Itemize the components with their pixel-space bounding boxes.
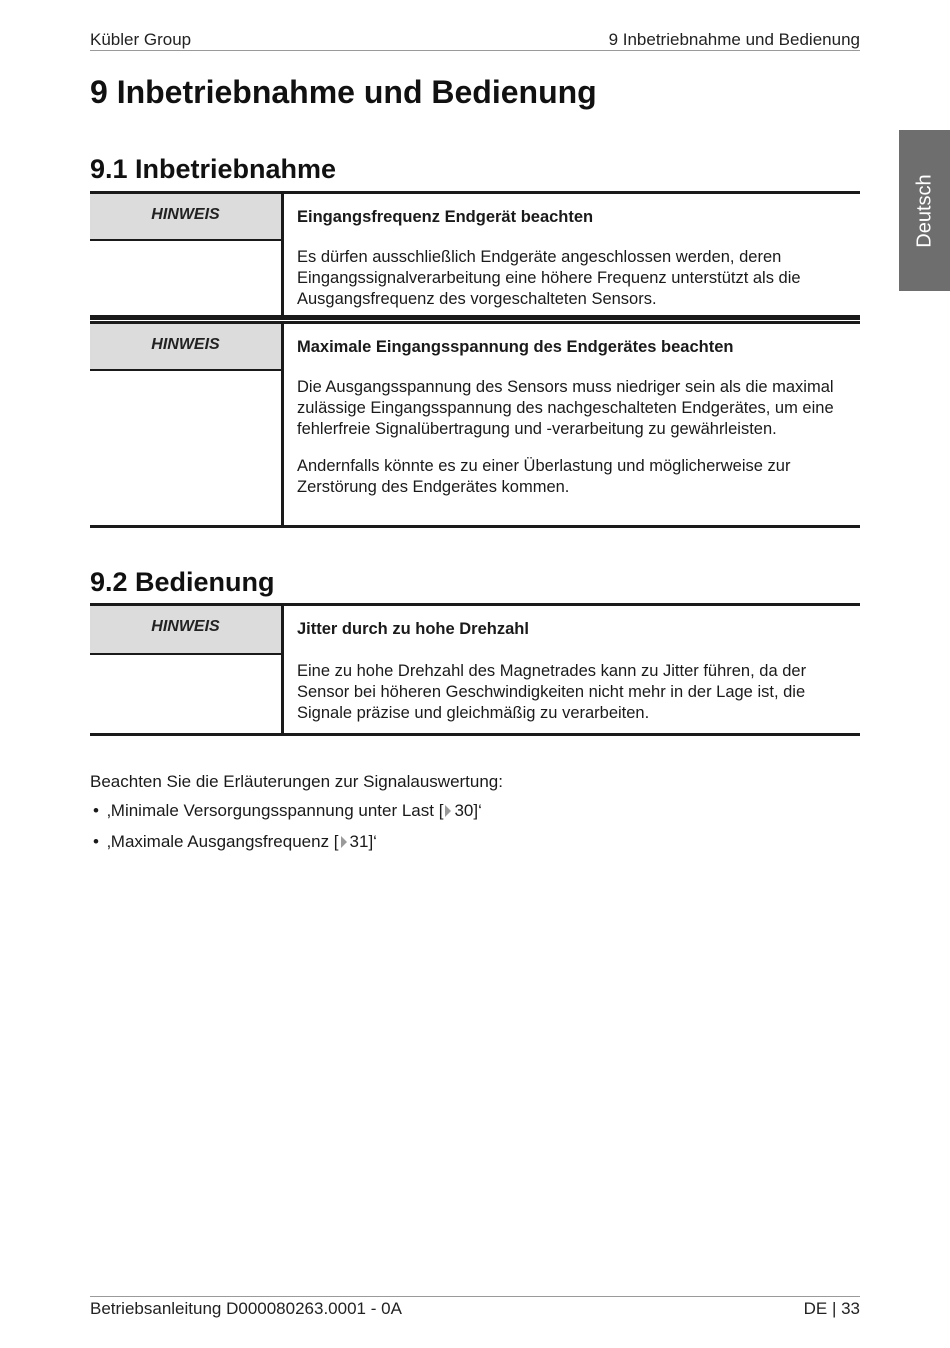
notice-label-cell: [90, 194, 281, 241]
link-text-end: ]‘: [368, 832, 377, 851]
list-item[interactable]: [90, 801, 860, 832]
notice-box: [90, 321, 860, 528]
notice-content: [297, 619, 852, 740]
language-tab: [899, 130, 950, 291]
notice-paragraph: Eine zu hohe Drehzahl des Magnetrades kann zu Jitter führen, da der Sensor bei höheren Geschwindigkeiten nicht mehr in der Lage ist, die Signale präzise und gleichmäßig zu verarbeiten.: [297, 662, 807, 722]
section-title-inbetriebnahme: 9.1 Inbetriebnahme: [90, 154, 337, 184]
notice-label: HINWEIS: [151, 336, 220, 353]
notice-box: [90, 603, 860, 736]
footer-page-number: DE | 33: [803, 1299, 860, 1318]
notice-paragraph: Die Ausgangsspannung des Sensors muss niedriger sein als die maximal zulässige Eingangsspannung des nachgeschalteten Endgerätes, um eine fehlerfreie Signalübertragung und -verarbeitung zu gewährleisten.: [297, 378, 834, 438]
page-reference-number[interactable]: 30: [454, 801, 474, 820]
link-text: ‚Maximale Ausgangsfrequenz [: [107, 832, 339, 851]
page-reference-arrow-icon: [341, 836, 347, 848]
notice-label: HINWEIS: [151, 618, 220, 635]
cross-reference-list: [90, 801, 860, 863]
bullet: •: [93, 801, 99, 820]
footer-document-id: Betriebsanleitung D000080263.0001 - 0A: [90, 1299, 402, 1318]
notice-label-cell: [90, 324, 281, 371]
notice-label-cell: [90, 606, 281, 655]
notice-title: Maximale Eingangsspannung des Endgerätes beachten: [297, 338, 734, 356]
notice-divider: [281, 606, 284, 733]
bullet: •: [93, 832, 99, 851]
header-chapter: 9 Inbetriebnahme und Bedienung: [608, 30, 860, 49]
notice-divider: [281, 324, 284, 525]
link-text: ‚Minimale Versorgungsspannung unter Last [: [107, 801, 444, 820]
signal-evaluation-intro: Beachten Sie die Erläuterungen zur Signalauswertung:: [90, 772, 503, 791]
chapter-title: 9 Inbetriebnahme und Bedienung: [90, 74, 597, 110]
notice-label: HINWEIS: [151, 206, 220, 223]
notice-divider: [281, 194, 284, 315]
notice-paragraph: Andernfalls könnte es zu einer Überlastung und möglicherweise zur Zerstörung des Endgerätes kommen.: [297, 457, 791, 496]
header-company: Kübler Group: [90, 30, 192, 49]
list-item[interactable]: [90, 832, 860, 863]
notice-box: [90, 191, 860, 318]
section-title-bedienung: 9.2 Bedienung: [90, 567, 275, 597]
page-footer: [90, 1296, 860, 1321]
page-header: [90, 30, 860, 51]
notice-title: Jitter durch zu hohe Drehzahl: [297, 620, 529, 638]
link-text-end: ]‘: [473, 801, 482, 820]
language-tab-label: Deutsch: [913, 173, 935, 248]
page-reference-number[interactable]: 31: [349, 832, 369, 851]
notice-title: Eingangsfrequenz Endgerät beachten: [297, 208, 594, 226]
notice-content: [297, 207, 852, 326]
page-reference-arrow-icon: [445, 805, 451, 817]
notice-paragraph: Es dürfen ausschließlich Endgeräte angeschlossen werden, deren Eingangssignalverarbeitung eine höhere Frequenz unterstützt als die Ausgangsfrequenz des vorgeschalteten Sensors.: [297, 248, 801, 308]
separator-line: [90, 317, 860, 320]
notice-content: [297, 337, 852, 514]
